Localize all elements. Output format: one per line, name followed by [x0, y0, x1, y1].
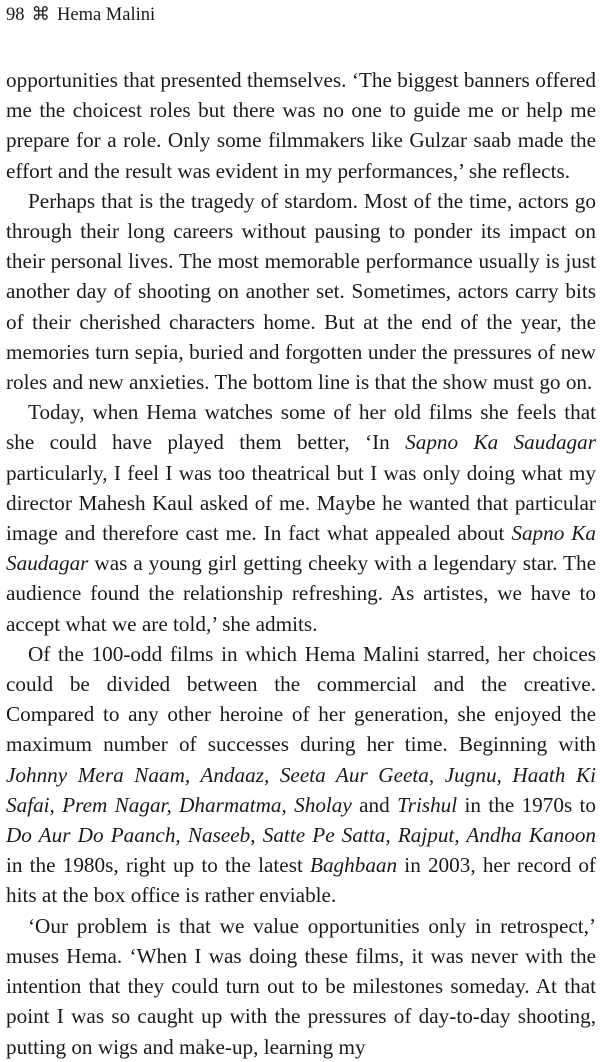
film-title-text: Baghbaan [310, 853, 398, 878]
body-text [6, 65, 596, 1062]
paragraph [6, 639, 596, 911]
text-run: in the 1980s, right up to the latest [6, 853, 311, 878]
ornament-icon: ⌘ [31, 5, 50, 25]
film-title-text: Johnny Mera Naam, Andaaz, Seeta Aur Geeta, Jugnu, Haath Ki Safai, Prem Nagar, Dharmatma, Sholay [6, 762, 596, 817]
text-run: ‘Our problem is that we value opportunities only in retrospect,’ muses Hema. ‘When I was doing these films, it was never with the intention that they could turn out to be milestones someday. At that point I was so caught up with the pressures of day-to-day shooting, putting on wigs and make-up, learning my [6, 913, 596, 1059]
text-run: and [351, 792, 398, 817]
text-run: Of the 100-odd films in which Hema Malini starred, her choices could be divided between the commercial and the creative. Compared to any other heroine of her generation, she enjoyed the maximum number of successes during her time. Beginning with [6, 641, 596, 757]
paragraph [6, 397, 596, 639]
text-run: in the 1970s to [457, 792, 597, 817]
text-run: particularly, I feel I was too theatrical but I was only doing what my director Mahesh Kaul asked of me. Maybe he wanted that particular image and therefore cast me. In fact what appealed about [6, 460, 596, 546]
text-run: Perhaps that is the tragedy of stardom. Most of the time, actors go through their long careers without pausing to ponder its impact on their personal lives. The most memorable performance usually is just another day of shooting on another set. Sometimes, actors carry bits of their cherished characters home. But at the end of the year, the memories turn sepia, buried and forgotten under the pressures of new roles and new anxieties. The bottom line is that the show must go on. [6, 188, 596, 395]
paragraph [6, 911, 596, 1062]
film-title-text: Trishul [397, 792, 458, 817]
running-head [6, 3, 596, 27]
film-title-text: Sapno Ka Saudagar [6, 521, 597, 576]
film-title-text: Do Aur Do Paanch, Naseeb, Satte Pe Satta, Rajput, Andha Kanoon [6, 823, 596, 848]
text-run: opportunities that presented themselves. ‘The biggest banners offered me the choicest roles but there was no one to guide me or help me prepare for a role. Only some filmmakers like Gulzar saab made the effort and the result was evident in my performances,’ she reflects. [6, 68, 596, 183]
paragraph [6, 186, 596, 397]
text-run: in 2003, her record of hits at the box office is rather enviable. [6, 853, 596, 908]
page-number: 98 [6, 5, 25, 25]
paragraph [6, 65, 596, 186]
text-run: Today, when Hema watches some of her old films she feels that she could have played them better, ‘In [6, 400, 596, 455]
running-head-title: Hema Malini [57, 5, 156, 25]
text-run: was a young girl getting cheeky with a legendary star. The audience found the relationship refreshing. As artistes, we have to accept what we are told,’ she admits. [6, 551, 596, 636]
film-title-text: Sapno Ka Saudagar [405, 430, 596, 455]
